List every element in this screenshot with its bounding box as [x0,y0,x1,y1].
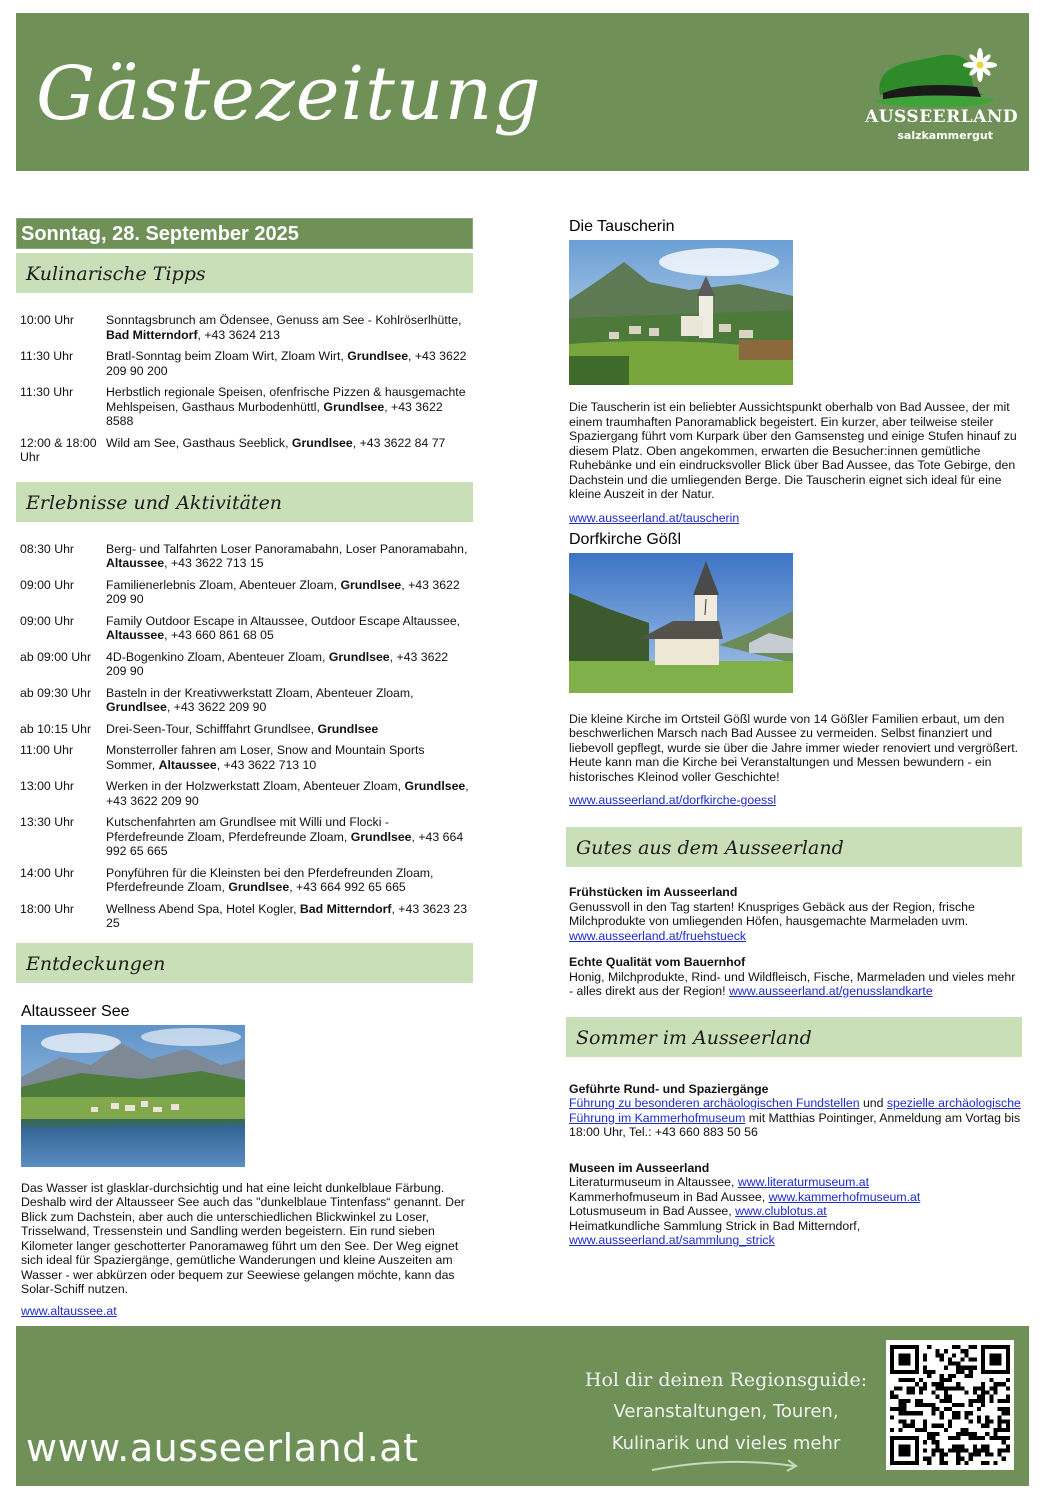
section-entdeckungen: Entdeckungen [16,943,473,983]
event-time: 14:00 Uhr [20,865,75,880]
museum-line: Kammerhofmuseum in Bad Aussee, www.kammerhofmuseum.at [569,1189,921,1204]
event-location: Grundlsee [328,649,390,664]
event-time: 09:00 Uhr [20,613,75,628]
header-banner [16,13,1029,171]
event-row [16,313,473,342]
event-location: Grundlsee [106,700,167,714]
section-sommer: Sommer im Ausseerland [566,1017,1022,1057]
event-description: Werken in der Holzwerkstatt Zloam, Abenteuer Zloam, Grundlsee, +43 3622 209 90 [106,779,469,808]
lake-photo [21,1025,245,1167]
regionsguide-promo [576,1366,876,1480]
event-location: Grundlsee [350,829,412,844]
event-location: Grundlsee [228,880,290,894]
kulinarisch-event-list [16,313,473,465]
body-text: Honig, Milchprodukte, Rind- und Wildfleisch, Fische, Marmeladen und vieles mehr - alles direkt aus der Region! www.ausseerland.at/genusslandkarte [569,969,1016,998]
event-time: 18:00 Uhr [20,901,75,916]
article-title: Dorfkirche Gößl [569,530,682,548]
event-time: 11:30 Uhr [20,385,74,399]
event-time: 11:30 Uhr [20,349,74,363]
article-dorfkirche [566,531,1022,808]
literaturmuseum-link[interactable]: www.literaturmuseum.at [737,1175,870,1189]
event-time: ab 10:15 Uhr [20,721,92,736]
genusslandkarte-link[interactable]: www.ausseerland.at/genusslandkarte [728,984,933,998]
right-column [566,218,1022,1248]
event-time: 12:00 & 18:00 Uhr [20,435,97,464]
event-description: Ponyführen für die Kleinsten bei den Pferdefreunden Zloam, Pferdefreunde Zloam, Grundlsee, +43 664 992 65 665 [106,865,434,894]
clublotus-link[interactable]: www.clublotus.at [735,1204,827,1218]
section-kulinarische-tipps: Kulinarische Tipps [16,253,473,293]
event-description: Bratl-Sonntag beim Zloam Wirt, Zloam Wirt, Grundlsee, +43 3622 209 90 200 [106,349,467,378]
gutes-fruehstueck [566,885,1022,943]
event-time: ab 09:00 Uhr [20,649,92,664]
event-location: Grundlsee [317,721,379,736]
event-row [16,743,473,772]
body-text: Genussvoll in den Tag starten! Knuspriges Gebäck aus der Region, frische Milchprodukte von umliegenden Höfen, hausgemachte Marmeladen uvm. [569,899,975,928]
event-time: 08:30 Uhr [20,541,75,556]
section-erlebnisse: Erlebnisse und Aktivitäten [16,482,473,522]
church-photo [569,553,793,698]
section-gutes: Gutes aus dem Ausseerland [566,827,1022,867]
event-row [16,385,473,429]
event-description: Kutschenfahrten am Grundlsee mit Willi und Flocki - Pferdefreunde Zloam, Pferdefreunde Zloam, Grundlsee, +43 664 992 65 665 [106,815,464,858]
guide-headline: Hol dir deinen Regionsguide: [584,1369,868,1391]
event-description: Family Outdoor Escape in Altaussee, Outdoor Escape Altaussee, Altaussee, +43 660 861 68 05 [106,613,461,642]
dorfkirche-link[interactable]: www.ausseerland.at/dorfkirche-goessl [569,793,777,807]
kammerhofmuseum-link[interactable]: www.kammerhofmuseum.at [768,1189,921,1204]
sammlung-strick-link[interactable]: www.ausseerland.at/sammlung_strick [569,1233,775,1247]
fundstellen-link[interactable]: Führung zu besonderen archäologischen Fundstellen [569,1096,860,1110]
article-title: Altausseer See [21,1002,130,1020]
event-location: Grundlsee [291,435,353,450]
event-row [16,578,473,607]
fruehstueck-link[interactable]: www.ausseerland.at/fruehstueck [569,928,747,943]
town-photo [569,240,793,385]
tauscherin-link[interactable]: www.ausseerland.at/tauscherin [569,510,740,525]
event-time: 13:00 Uhr [20,779,75,793]
event-description: Herbstlich regionale Speisen, ofenfrische Pizzen & hausgemachte Mehlspeisen, Gasthaus Murbodenhüttl, Grundlsee, +43 3622 8588 [106,385,466,428]
event-row [16,686,473,715]
event-location: Grundlsee [323,399,385,414]
altaussee-link[interactable]: www.altaussee.at [21,1303,117,1318]
museum-line: Lotusmuseum in Bad Aussee, www.clublotus.at [569,1204,827,1218]
guide-line: Veranstaltungen, Touren, [613,1401,839,1422]
event-description: Monsterroller fahren am Loser, Snow and Mountain Sports Sommer, Altaussee, +43 3622 713 10 [106,743,425,772]
logo-text: AUSSEERLAND [865,107,1019,127]
event-description: Berg- und Talfahrten Loser Panoramabahn, Loser Panoramabahn, Altaussee, +43 3622 713 15 [106,541,468,570]
event-row [16,436,473,465]
museum-line: Heimatkundliche Sammlung Strick in Bad Mitterndorf, [569,1218,861,1233]
guide-line: Kulinarik und vieles mehr [611,1433,841,1454]
event-location: Bad Mitterndorf [299,901,392,916]
event-time: 11:00 Uhr [20,743,74,757]
sommer-touren [566,1082,1022,1140]
event-description: Wild am See, Gasthaus Seeblick, Grundlsee, +43 3622 84 77 [106,435,446,450]
museum-line: Literaturmuseum in Altaussee, www.literaturmuseum.at [569,1175,870,1189]
subheading: Echte Qualität vom Bauernhof [569,955,746,969]
event-row [16,542,473,571]
event-row [16,815,473,859]
event-row [16,614,473,643]
gutes-bauernhof [566,955,1022,999]
footer-banner [16,1326,1029,1486]
date-heading: Sonntag, 28. September 2025 [16,218,473,249]
article-altaussee [16,1003,473,1318]
article-title: Die Tauscherin [569,218,675,235]
body-text: Führung zu besonderen archäologischen Fundstellen und spezielle archäologische Führung im Kammerhofmuseum mit Matthias Pointinger, Anmeldung am Vortag bis 18:00 Uhr, Tel.: +43 660 883 50 56 [569,1096,1021,1139]
subheading: Museen im Ausseerland [569,1160,710,1175]
event-row [16,722,473,737]
article-text: Das Wasser ist glasklar-durchsichtig und hat eine leicht dunkelblaue Färbung. Deshalb wird der Altausseer See auch das "dunkelblaue Tintenfass“ genannt. Der Blick zum Dachstein, aber auch die unterschiedlichen Blickwinkel zu Loser, Trisselwand, Tressenstein und Sandling werden begeistern. Ein rund sieben Kilometer langer geschotterter Panoramaweg führt um den See. Der Weg eignet sich ideal für Spaziergänge, gemütliche Wanderungen und kleine Auszeiten am Wasser - wer abkürzen oder bequem zur Seewiese gelangen möchte, kann das Solar-Schiff nutzen. [21,1180,465,1296]
event-description: Sonntagsbrunch am Ödensee, Genuss am See - Kohlröserlhütte, Bad Mitterndorf, +43 3624 213 [106,313,462,342]
qr-code[interactable] [886,1340,1014,1470]
event-location: Altaussee [158,757,217,772]
event-location: Altaussee [106,628,165,642]
event-row [16,349,473,378]
footer-url[interactable]: www.ausseerland.at [26,1426,419,1470]
subheading: Frühstücken im Ausseerland [569,885,738,899]
left-column [16,218,473,1318]
article-text: Die kleine Kirche im Ortsteil Gößl wurde von 14 Gößler Familien erbaut, um den beschwerlichen Marsch nach Bad Aussee zu vermeiden. Selbst finanziert und liebevoll gepflegt, wurde sie über die Jahre immer wieder renoviert und vergrößert. Heute kann man die Kirche bei Veranstaltungen und Messen bewundern - ein historisches Kleinod voller Geschichte! [569,711,1019,784]
event-row [16,902,473,931]
event-location: Grundlsee [347,349,409,363]
event-description: 4D-Bogenkino Zloam, Abenteuer Zloam, Grundlsee, +43 3622 209 90 [106,649,449,678]
event-description: Familienerlebnis Zloam, Abenteuer Zloam, Grundlsee, +43 3622 209 90 [106,577,460,606]
hat-icon [865,43,1005,113]
sommer-museen [566,1161,1022,1248]
event-row [16,779,473,808]
event-location: Bad Mitterndorf [106,327,198,342]
event-description: Basteln in der Kreativwerkstatt Zloam, Abenteuer Zloam, Grundlsee, +43 3622 209 90 [106,685,414,714]
logo-subtext: salzkammergut [897,129,993,142]
event-location: Altaussee [106,556,165,570]
event-description: Drei-Seen-Tour, Schifffahrt Grundlsee, Grundlsee [106,721,379,736]
event-time: 13:30 Uhr [20,815,75,829]
kammerhof-fuehrung-link[interactable]: spezielle archäologische Führung im Kammerhofmuseum [569,1096,1021,1125]
event-location: Grundlsee [340,577,402,592]
page-title: Gästezeitung [36,51,542,137]
event-time: 10:00 Uhr [20,313,75,327]
erlebnisse-event-list [16,542,473,931]
article-tauscherin [566,218,1022,525]
article-text: Die Tauscherin ist ein beliebter Aussichtspunkt oberhalb von Bad Aussee, der mit einem traumhaften Panoramablick begeistert. Ein kurzer, aber teilweise steiler Spaziergang führt vom Kurpark über den Gamsensteg und einige Stufen hinauf zu diesem Platz. Oben angekommen, erwarten die Besucher:innen gemütliche Ruhebänke und ein eindrucksvoller Blick über Bad Aussee, das Tote Gebirge, den Dachstein und die umliegenden Berge. Die Tauscherin eignet sich ideal für eine kleine Auszeit in der Natur. [569,400,1017,501]
event-time: 09:00 Uhr [20,577,75,592]
subheading: Geführte Rund- und Spaziergänge [569,1081,769,1096]
event-row [16,650,473,679]
event-location: Grundlsee [404,779,466,793]
ausseerland-logo[interactable] [865,43,1019,155]
event-description: Wellness Abend Spa, Hotel Kogler, Bad Mitterndorf, +43 3623 23 25 [106,901,468,930]
event-time: ab 09:30 Uhr [20,685,92,700]
event-row [16,866,473,895]
arrow-icon [646,1452,806,1476]
